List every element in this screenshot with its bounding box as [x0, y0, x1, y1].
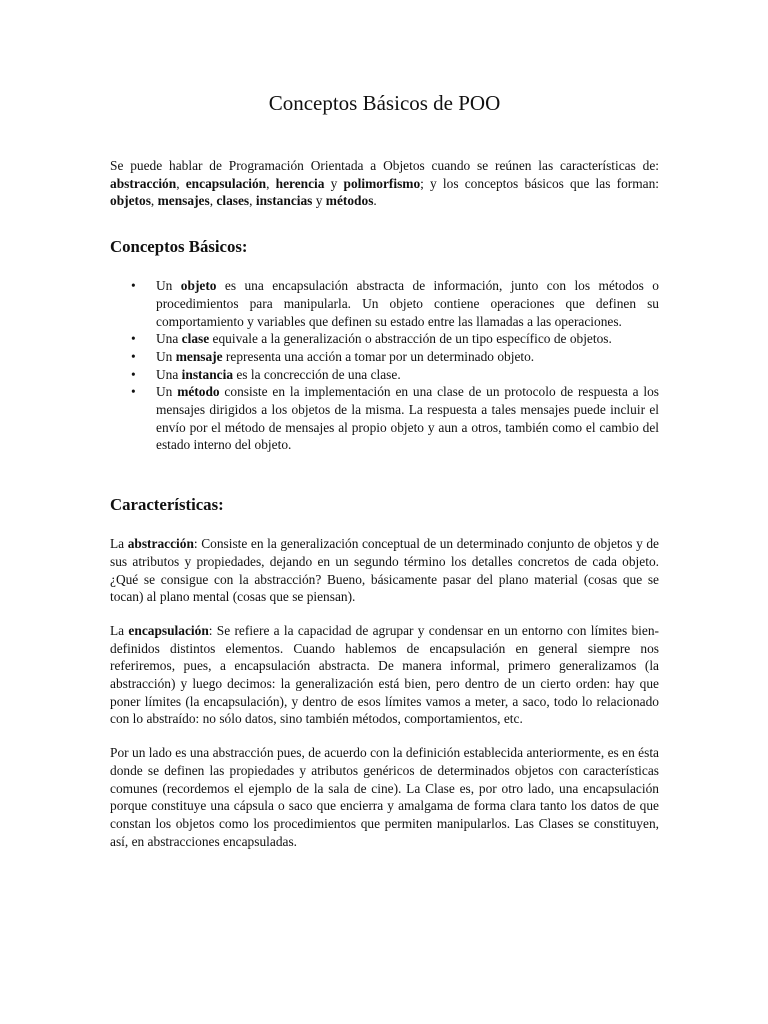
term-abstraccion: abstracción — [110, 175, 177, 191]
list-item — [110, 277, 659, 330]
list-item — [110, 383, 659, 454]
list-item-term: objeto — [180, 278, 217, 294]
intro-text: y — [324, 175, 344, 191]
bullet-icon: • — [131, 278, 136, 294]
bullet-icon: • — [131, 331, 136, 347]
term-objetos: objetos — [110, 193, 151, 209]
term-metodos: métodos — [325, 193, 374, 209]
section-heading-caracteristicas: Características: — [110, 495, 224, 515]
list-item-term: instancia — [181, 366, 234, 382]
term-instancias: instancias — [255, 193, 313, 209]
intro-text: . — [373, 193, 377, 209]
paragraph-text: : Se refiere a la capacidad de agrupar y condensar en un entorno con límites bien-definidos distintos elementos. Cuando hablemos de encapsulación en general siempre nos referiremos, pues, a encapsulación abstracta. De manera informal, primero generalizamos (la abstracción) y luego decimos: la generalización está bien, pero dentro de un cierto orden: hay que poner límites (la encapsulación), y dentro de esos límites vamos a meter, a saco, todo lo relacionado con lo abstraído: no sólo datos, sino también métodos, comportamientos, etc. — [110, 622, 659, 727]
bullet-icon: • — [131, 366, 136, 382]
paragraph-encapsulacion — [110, 622, 659, 728]
term-polimorfismo: polimorfismo — [343, 175, 421, 191]
list-item-text: Un — [156, 384, 178, 400]
paragraph-term: abstracción — [127, 536, 194, 552]
list-item-text: consiste en la implementación en una clase de un protocolo de respuesta a los mensajes dirigidos a los objetos de la misma. La respuesta a tales mensajes puede incluir el envío por el método de mensajes al propio objeto y aun a otros, también como el cambio del estado interno del objeto. — [156, 384, 659, 453]
list-item-text: Una — [156, 331, 182, 347]
intro-text: , — [150, 193, 158, 209]
term-encapsulacion: encapsulación — [185, 175, 267, 191]
list-item-text: es la concrección de una clase. — [233, 366, 401, 382]
concepts-list-block — [110, 277, 659, 454]
document-title: Conceptos Básicos de POO — [268, 91, 501, 115]
list-item-text: representa una acción a tomar por un determinado objeto. — [222, 348, 535, 364]
list-item-text: Un — [156, 348, 176, 364]
list-item-term: mensaje — [175, 348, 223, 364]
list-item — [110, 330, 659, 348]
intro-text: , — [209, 193, 217, 209]
paragraph-text: La — [110, 536, 128, 552]
list-item-term: clase — [181, 331, 210, 347]
paragraph-abstraccion — [110, 535, 659, 606]
paragraph-text: : Consiste en la generalización conceptual de un determinado conjunto de objetos y de sus atributos y propiedades, dejando en un segundo término los detalles concretos de cada objeto. ¿Qué se consigue con la abstracción? Bueno, básicamente pasar del plano material (cosas que se tocan) al plano mental (cosas que se piensan). — [110, 536, 659, 605]
paragraph-clase-abstraccion: Por un lado es una abstracción pues, de acuerdo con la definición establecida anteriormente, es en ésta donde se definen las propiedades y atributos genéricos de determinados objetos con características comunes (recordemos el ejemplo de la sala de cine). La Clase es, por otro lado, una encapsulación porque constituye una cápsula o saco que encierra y amalgama de forma clara tanto los datos de que constan los objetos como los procedimientos que permiten manipularlos. Las Clases se constituyen, así, en abstracciones encapsuladas. — [110, 745, 659, 849]
term-mensajes: mensajes — [157, 193, 210, 209]
list-item-text: Una — [156, 366, 182, 382]
list-item-text: Un — [156, 278, 181, 294]
bullet-icon: • — [131, 348, 136, 364]
list-item-text: equivale a la generalización o abstracción de un tipo específico de objetos. — [209, 331, 612, 347]
intro-text: , — [249, 193, 256, 209]
concepts-list — [110, 277, 659, 454]
paragraph-term: encapsulación — [128, 622, 209, 638]
intro-text: , — [266, 175, 276, 191]
intro-paragraph — [110, 157, 659, 210]
list-item-text: es una encapsulación abstracta de información, junto con los métodos o procedimientos para manipularla. Un objeto contiene operaciones que definen su comportamiento y variables que definen su estado entre las llamadas a las operaciones. — [156, 278, 659, 329]
paragraph-text: La — [110, 622, 129, 638]
term-clases: clases — [216, 193, 250, 209]
intro-text: y — [312, 193, 326, 209]
intro-text: , — [176, 175, 186, 191]
intro-text: ; y los conceptos básicos que las forman: — [420, 175, 659, 191]
list-item — [110, 366, 659, 384]
term-herencia: herencia — [275, 175, 325, 191]
list-item — [110, 348, 659, 366]
section-heading-conceptos: Conceptos Básicos: — [110, 237, 248, 257]
list-item-term: método — [177, 384, 220, 400]
bullet-icon: • — [131, 384, 136, 400]
intro-text: Se puede hablar de Programación Orientada a Objetos cuando se reúnen las características de: — [110, 158, 659, 173]
